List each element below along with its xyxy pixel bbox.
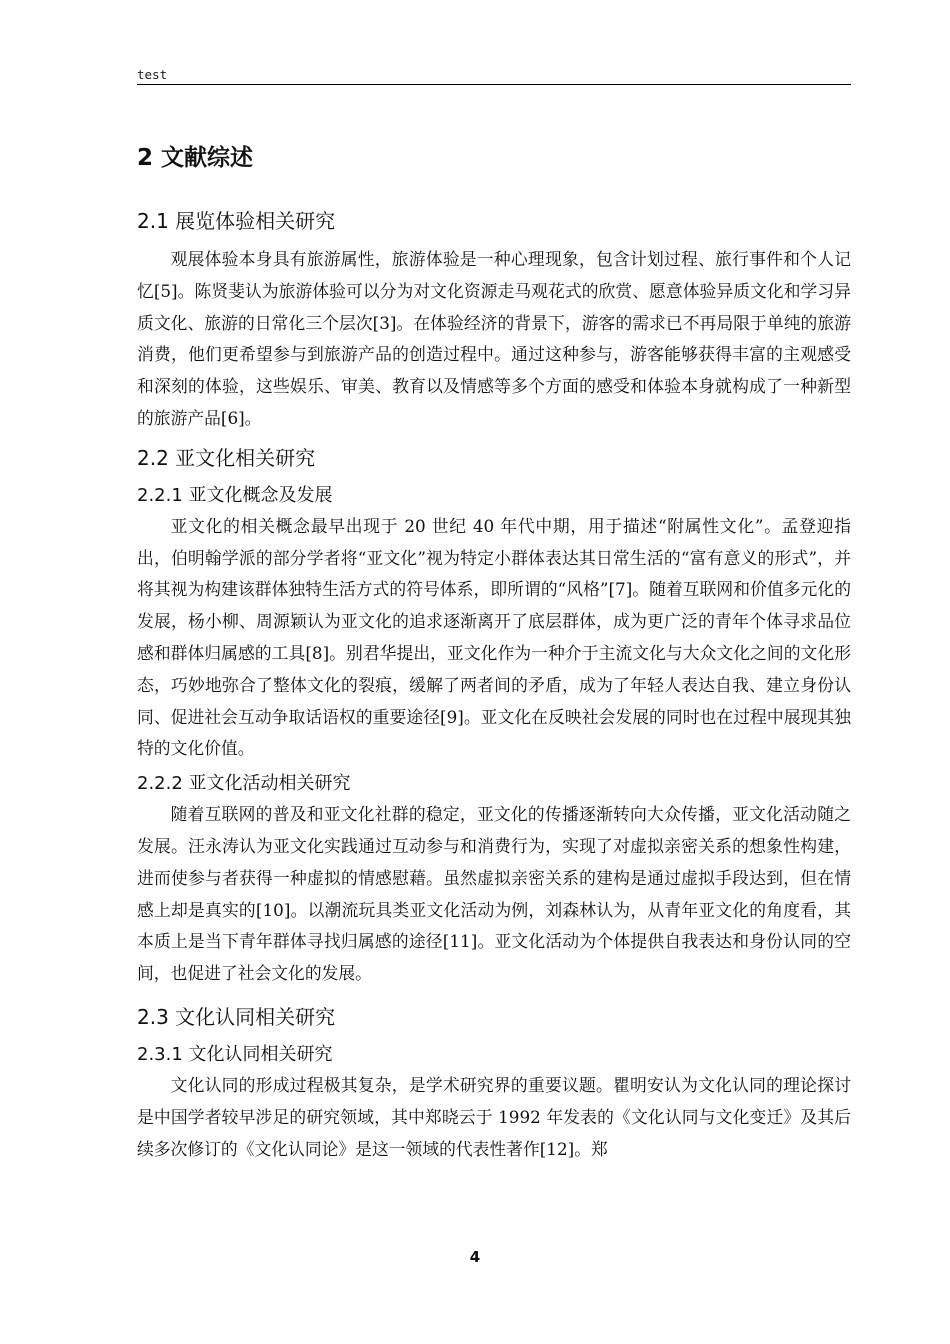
- section-2-2-2-title: 2.2.2 亚文化活动相关研究: [137, 773, 351, 795]
- page-number: 4: [469, 1248, 481, 1266]
- section-2-2-2-paragraph: 随着互联网的普及和亚文化社群的稳定，亚文化的传播逐渐转向大众传播，亚文化活动随之发展。汪永涛认为亚文化实践通过互动参与和消费行为，实现了对虚拟亲密关系的想象性构建，进而使参与者获得一种虚拟的情感慰藉。虽然虚拟亲密关系的建构是通过虚拟手段达到，但在情感上却是真实的[10]。以潮流玩具类亚文化活动为例，刘森林认为，从青年亚文化的角度看，其本质上是当下青年群体寻找归属感的途径[11]。亚文化活动为个体提供自我表达和身份认同的空间，也促进了社会文化的发展。: [137, 804, 851, 984]
- running-header: test: [137, 67, 168, 82]
- section-2-3-1-paragraph: 文化认同的形成过程极其复杂，是学术研究界的重要议题。瞿明安认为文化认同的理论探讨是中国学者较早涉足的研究领域，其中郑晓云于 1992 年发表的《文化认同与文化变迁》及其后续多次修订的《文化认同论》是这一领域的代表性著作[12]。郑: [137, 1074, 851, 1159]
- section-2-1-title: 2.1 展览体验相关研究: [137, 209, 336, 233]
- page-body: [137, 138, 851, 1169]
- section-2-3-title: 2.3 文化认同相关研究: [137, 1004, 336, 1029]
- section-2-2-title: 2.2 亚文化相关研究: [137, 445, 316, 470]
- header-rule: [137, 84, 851, 85]
- section-2-2-1-paragraph: 亚文化的相关概念最早出现于 20 世纪 40 年代中期，用于描述“附属性文化”。孟登迎指出，伯明翰学派的部分学者将“亚文化”视为特定小群体表达其日常生活的“富有意义的形式”，并将其视为构建该群体独特生活方式的符号体系，即所谓的“风格”[7]。随着互联网和价值多元化的发展，杨小柳、周源颖认为亚文化的追求逐渐离开了底层群体，成为更广泛的青年个体寻求品位感和群体归属感的工具[8]。别君华提出，亚文化作为一种介于主流文化与大众文化之间的文化形态，巧妙地弥合了整体文化的裂痕，缓解了两者间的矛盾，成为了年轻人表达自我、建立身份认同、促进社会互动争取话语权的重要途径[9]。亚文化在反映社会发展的同时也在过程中展现其独特的文化价值。: [137, 515, 851, 759]
- chapter-title: 2 文献综述: [137, 145, 254, 171]
- section-2-3-1-title: 2.3.1 文化认同相关研究: [137, 1043, 333, 1065]
- section-2-2-1-title: 2.2.1 亚文化概念及发展: [137, 484, 333, 506]
- section-2-1-paragraph: 观展体验本身具有旅游属性，旅游体验是一种心理现象，包含计划过程、旅行事件和个人记忆[5]。陈贤斐认为旅游体验可以分为对文化资源走马观花式的欣赏、愿意体验异质文化和学习异质文化、旅游的日常化三个层次[3]。在体验经济的背景下，游客的需求已不再局限于单纯的旅游消费，他们更希望参与到旅游产品的创造过程中。通过这种参与，游客能够获得丰富的主观感受和深刻的体验，这些娱乐、审美、教育以及情感等多个方面的感受和体验本身就构成了一种新型的旅游产品[6]。: [137, 249, 851, 428]
